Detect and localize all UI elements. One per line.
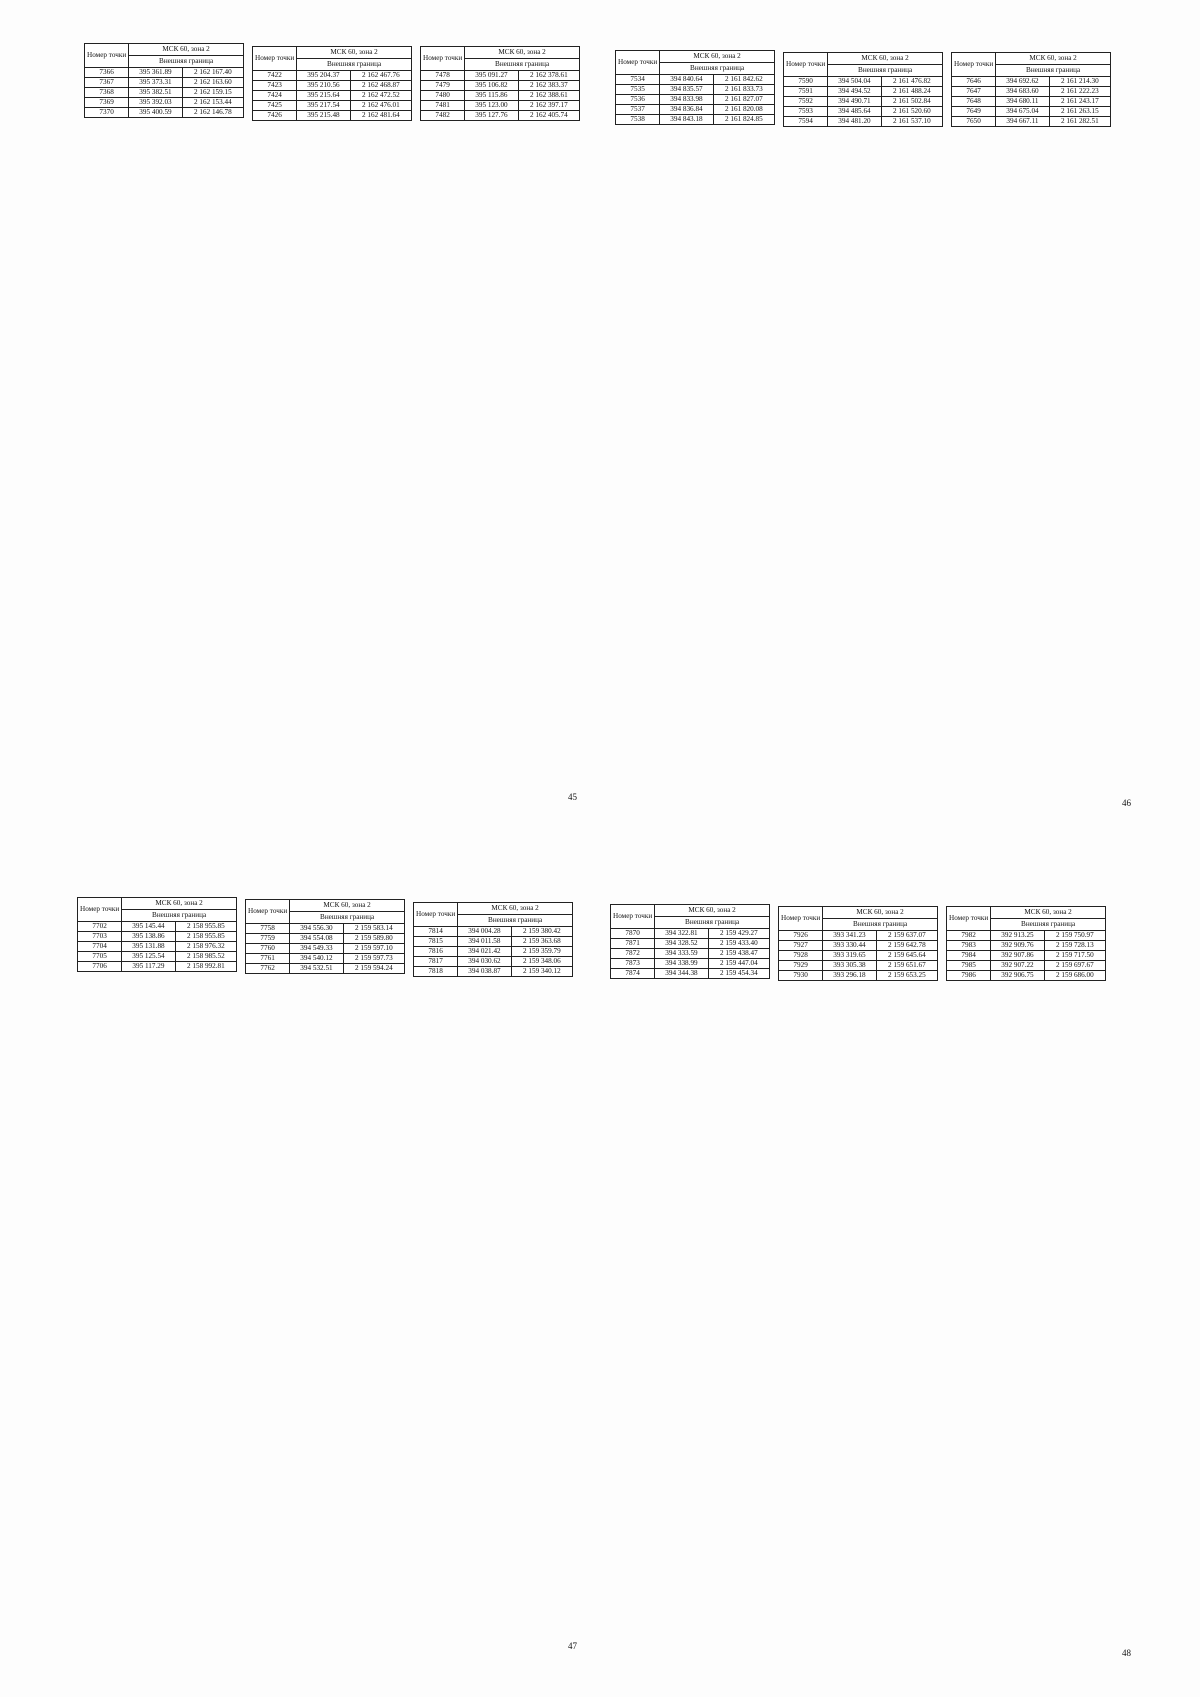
y-coordinate: 2 158 976.32 xyxy=(175,942,236,952)
x-coordinate: 394 833.98 xyxy=(660,95,714,105)
x-coordinate: 394 481.20 xyxy=(828,117,882,127)
boundary-header: Внешняя граница xyxy=(660,63,775,75)
x-coordinate: 392 909.76 xyxy=(991,941,1045,951)
point-number: 7983 xyxy=(947,941,991,951)
point-number: 7817 xyxy=(414,957,458,967)
table-row xyxy=(779,971,938,981)
x-coordinate: 394 840.64 xyxy=(660,75,714,85)
x-coordinate: 395 217.54 xyxy=(297,101,351,111)
y-coordinate: 2 159 728.13 xyxy=(1044,941,1105,951)
point-number: 7758 xyxy=(246,924,290,934)
x-coordinate: 395 117.29 xyxy=(122,962,176,972)
x-coordinate: 394 675.04 xyxy=(996,107,1050,117)
table-row xyxy=(78,922,237,932)
x-coordinate: 394 843.18 xyxy=(660,115,714,125)
x-coordinate: 392 907.86 xyxy=(991,951,1045,961)
x-coordinate: 393 330.44 xyxy=(823,941,877,951)
y-coordinate: 2 159 433.40 xyxy=(708,939,769,949)
y-coordinate: 2 159 380.42 xyxy=(511,927,572,937)
table-row xyxy=(85,108,244,118)
table-row xyxy=(414,967,573,977)
point-number-header: Номер точки xyxy=(611,905,655,929)
x-coordinate: 395 145.44 xyxy=(122,922,176,932)
y-coordinate: 2 161 476.82 xyxy=(881,77,942,87)
table-row xyxy=(784,77,943,87)
x-coordinate: 394 504.04 xyxy=(828,77,882,87)
point-number: 7762 xyxy=(246,964,290,974)
point-number: 7814 xyxy=(414,927,458,937)
table-row xyxy=(421,81,580,91)
x-coordinate: 394 835.57 xyxy=(660,85,714,95)
y-coordinate: 2 161 820.08 xyxy=(713,105,774,115)
y-coordinate: 2 161 263.15 xyxy=(1049,107,1110,117)
y-coordinate: 2 162 159.15 xyxy=(182,88,243,98)
coordinate-table xyxy=(245,899,405,974)
y-coordinate: 2 162 467.76 xyxy=(350,71,411,81)
point-number: 7425 xyxy=(253,101,297,111)
table-row xyxy=(253,71,412,81)
x-coordinate: 394 333.59 xyxy=(655,949,709,959)
y-coordinate: 2 159 651.67 xyxy=(876,961,937,971)
table-row xyxy=(611,959,770,969)
table-row xyxy=(421,101,580,111)
coordinate-table xyxy=(610,904,770,979)
point-number: 7478 xyxy=(421,71,465,81)
point-number: 7926 xyxy=(779,931,823,941)
point-number: 7590 xyxy=(784,77,828,87)
boundary-header: Внешняя граница xyxy=(828,65,943,77)
coordinate-system-header: МСК 60, зона 2 xyxy=(458,903,573,915)
coordinate-table xyxy=(946,906,1106,981)
table-row xyxy=(952,97,1111,107)
point-number: 7985 xyxy=(947,961,991,971)
table-row xyxy=(784,87,943,97)
coordinate-system-header: МСК 60, зона 2 xyxy=(996,53,1111,65)
table-row xyxy=(947,931,1106,941)
point-number: 7646 xyxy=(952,77,996,87)
y-coordinate: 2 161 222.23 xyxy=(1049,87,1110,97)
x-coordinate: 395 392.03 xyxy=(129,98,183,108)
table-row xyxy=(85,78,244,88)
point-number-header: Номер точки xyxy=(246,900,290,924)
y-coordinate: 2 161 833.73 xyxy=(713,85,774,95)
point-number-header: Номер точки xyxy=(253,47,297,71)
table-row xyxy=(779,961,938,971)
point-number: 7591 xyxy=(784,87,828,97)
point-number: 7874 xyxy=(611,969,655,979)
point-number: 7536 xyxy=(616,95,660,105)
point-number: 7984 xyxy=(947,951,991,961)
x-coordinate: 394 011.58 xyxy=(458,937,512,947)
table-row xyxy=(784,97,943,107)
x-coordinate: 395 115.86 xyxy=(465,91,519,101)
point-number: 7759 xyxy=(246,934,290,944)
point-number: 7649 xyxy=(952,107,996,117)
y-coordinate: 2 159 653.25 xyxy=(876,971,937,981)
x-coordinate: 394 683.60 xyxy=(996,87,1050,97)
point-number: 7704 xyxy=(78,942,122,952)
table-row xyxy=(779,931,938,941)
point-number: 7369 xyxy=(85,98,129,108)
y-coordinate: 2 161 520.60 xyxy=(881,107,942,117)
x-coordinate: 394 554.08 xyxy=(290,934,344,944)
coordinate-system-header: МСК 60, зона 2 xyxy=(660,51,775,63)
coordinate-system-header: МСК 60, зона 2 xyxy=(823,907,938,919)
table-row xyxy=(779,951,938,961)
point-number: 7534 xyxy=(616,75,660,85)
y-coordinate: 2 162 167.40 xyxy=(182,68,243,78)
y-coordinate: 2 159 340.12 xyxy=(511,967,572,977)
table-row xyxy=(952,107,1111,117)
x-coordinate: 394 004.28 xyxy=(458,927,512,937)
y-coordinate: 2 162 378.61 xyxy=(518,71,579,81)
coordinate-system-header: МСК 60, зона 2 xyxy=(655,905,770,917)
point-number: 7815 xyxy=(414,937,458,947)
x-coordinate: 395 210.56 xyxy=(297,81,351,91)
table-row xyxy=(947,971,1106,981)
coordinate-table xyxy=(84,43,244,118)
x-coordinate: 392 906.75 xyxy=(991,971,1045,981)
point-number-header: Номер точки xyxy=(421,47,465,71)
boundary-header: Внешняя граница xyxy=(122,910,237,922)
table-row xyxy=(78,942,237,952)
x-coordinate: 395 373.31 xyxy=(129,78,183,88)
coordinate-table xyxy=(252,46,412,121)
coordinate-table xyxy=(783,52,943,127)
y-coordinate: 2 159 594.24 xyxy=(343,964,404,974)
table-row xyxy=(779,941,938,951)
boundary-header: Внешняя граница xyxy=(655,917,770,929)
table-row xyxy=(616,95,775,105)
coordinate-table xyxy=(951,52,1111,127)
table-row xyxy=(414,927,573,937)
table-row xyxy=(616,85,775,95)
y-coordinate: 2 161 827.07 xyxy=(713,95,774,105)
table-row xyxy=(253,101,412,111)
point-number: 7426 xyxy=(253,111,297,121)
y-coordinate: 2 161 842.62 xyxy=(713,75,774,85)
x-coordinate: 393 296.18 xyxy=(823,971,877,981)
point-number: 7482 xyxy=(421,111,465,121)
point-number: 7872 xyxy=(611,949,655,959)
table-row xyxy=(246,924,405,934)
point-number: 7930 xyxy=(779,971,823,981)
y-coordinate: 2 162 405.74 xyxy=(518,111,579,121)
point-number: 7818 xyxy=(414,967,458,977)
y-coordinate: 2 159 363.68 xyxy=(511,937,572,947)
y-coordinate: 2 162 146.78 xyxy=(182,108,243,118)
table-row xyxy=(414,957,573,967)
x-coordinate: 394 485.64 xyxy=(828,107,882,117)
x-coordinate: 395 131.88 xyxy=(122,942,176,952)
coordinate-system-header: МСК 60, зона 2 xyxy=(828,53,943,65)
table-row xyxy=(784,117,943,127)
table-row xyxy=(611,929,770,939)
y-coordinate: 2 158 985.52 xyxy=(175,952,236,962)
x-coordinate: 393 305.38 xyxy=(823,961,877,971)
y-coordinate: 2 159 348.06 xyxy=(511,957,572,967)
x-coordinate: 395 382.51 xyxy=(129,88,183,98)
x-coordinate: 395 123.00 xyxy=(465,101,519,111)
point-number-header: Номер точки xyxy=(78,898,122,922)
point-number: 7647 xyxy=(952,87,996,97)
coordinate-table xyxy=(413,902,573,977)
table-row xyxy=(952,77,1111,87)
x-coordinate: 394 490.71 xyxy=(828,97,882,107)
y-coordinate: 2 158 955.85 xyxy=(175,922,236,932)
table-row xyxy=(246,944,405,954)
y-coordinate: 2 161 282.51 xyxy=(1049,117,1110,127)
table-row xyxy=(947,941,1106,951)
boundary-header: Внешняя граница xyxy=(129,56,244,68)
point-number: 7594 xyxy=(784,117,828,127)
x-coordinate: 395 400.59 xyxy=(129,108,183,118)
y-coordinate: 2 159 447.04 xyxy=(708,959,769,969)
point-number: 7648 xyxy=(952,97,996,107)
x-coordinate: 394 494.52 xyxy=(828,87,882,97)
x-coordinate: 394 021.42 xyxy=(458,947,512,957)
point-number: 7928 xyxy=(779,951,823,961)
table-row xyxy=(952,117,1111,127)
point-number: 7422 xyxy=(253,71,297,81)
table-row xyxy=(85,98,244,108)
table-row xyxy=(952,87,1111,97)
x-coordinate: 393 341.23 xyxy=(823,931,877,941)
x-coordinate: 394 532.51 xyxy=(290,964,344,974)
boundary-header: Внешняя граница xyxy=(458,915,573,927)
table-row xyxy=(784,107,943,117)
point-number-header: Номер точки xyxy=(784,53,828,77)
coordinate-system-header: МСК 60, зона 2 xyxy=(129,44,244,56)
y-coordinate: 2 161 502.84 xyxy=(881,97,942,107)
y-coordinate: 2 161 214.30 xyxy=(1049,77,1110,87)
table-row xyxy=(246,934,405,944)
table-row xyxy=(414,937,573,947)
coordinate-table xyxy=(420,46,580,121)
table-row xyxy=(78,952,237,962)
page-number: 47 xyxy=(568,1641,577,1651)
y-coordinate: 2 162 468.87 xyxy=(350,81,411,91)
x-coordinate: 394 556.30 xyxy=(290,924,344,934)
table-row xyxy=(253,91,412,101)
y-coordinate: 2 159 717.50 xyxy=(1044,951,1105,961)
table-row xyxy=(947,961,1106,971)
table-row xyxy=(414,947,573,957)
table-row xyxy=(421,111,580,121)
point-number: 7871 xyxy=(611,939,655,949)
table-row xyxy=(246,954,405,964)
x-coordinate: 395 127.76 xyxy=(465,111,519,121)
y-coordinate: 2 162 153.44 xyxy=(182,98,243,108)
page-number: 48 xyxy=(1122,1648,1131,1658)
coordinate-table xyxy=(615,50,775,125)
boundary-header: Внешняя граница xyxy=(465,59,580,71)
point-number: 7424 xyxy=(253,91,297,101)
y-coordinate: 2 159 429.27 xyxy=(708,929,769,939)
point-number: 7816 xyxy=(414,947,458,957)
table-row xyxy=(616,75,775,85)
coordinate-system-header: МСК 60, зона 2 xyxy=(122,898,237,910)
point-number: 7538 xyxy=(616,115,660,125)
y-coordinate: 2 158 992.81 xyxy=(175,962,236,972)
point-number: 7368 xyxy=(85,88,129,98)
point-number: 7479 xyxy=(421,81,465,91)
point-number: 7537 xyxy=(616,105,660,115)
y-coordinate: 2 159 583.14 xyxy=(343,924,404,934)
point-number-header: Номер точки xyxy=(779,907,823,931)
point-number: 7481 xyxy=(421,101,465,111)
y-coordinate: 2 162 397.17 xyxy=(518,101,579,111)
coordinate-system-header: МСК 60, зона 2 xyxy=(991,907,1106,919)
y-coordinate: 2 159 637.07 xyxy=(876,931,937,941)
x-coordinate: 392 907.22 xyxy=(991,961,1045,971)
table-row xyxy=(421,91,580,101)
boundary-header: Внешняя граница xyxy=(290,912,405,924)
table-row xyxy=(947,951,1106,961)
x-coordinate: 394 030.62 xyxy=(458,957,512,967)
y-coordinate: 2 162 163.60 xyxy=(182,78,243,88)
y-coordinate: 2 159 686.00 xyxy=(1044,971,1105,981)
point-number: 7870 xyxy=(611,929,655,939)
table-row xyxy=(253,111,412,121)
x-coordinate: 392 913.25 xyxy=(991,931,1045,941)
x-coordinate: 395 125.54 xyxy=(122,952,176,962)
x-coordinate: 394 328.52 xyxy=(655,939,709,949)
x-coordinate: 393 319.65 xyxy=(823,951,877,961)
y-coordinate: 2 159 597.73 xyxy=(343,954,404,964)
boundary-header: Внешняя граница xyxy=(297,59,412,71)
x-coordinate: 394 692.62 xyxy=(996,77,1050,87)
point-number: 7367 xyxy=(85,78,129,88)
x-coordinate: 394 338.99 xyxy=(655,959,709,969)
coordinate-table xyxy=(77,897,237,972)
point-number: 7593 xyxy=(784,107,828,117)
x-coordinate: 394 322.81 xyxy=(655,929,709,939)
x-coordinate: 395 215.48 xyxy=(297,111,351,121)
y-coordinate: 2 159 454.34 xyxy=(708,969,769,979)
y-coordinate: 2 162 472.52 xyxy=(350,91,411,101)
table-row xyxy=(421,71,580,81)
coordinate-table xyxy=(778,906,938,981)
point-number: 7535 xyxy=(616,85,660,95)
point-number: 7705 xyxy=(78,952,122,962)
table-row xyxy=(85,68,244,78)
point-number: 7480 xyxy=(421,91,465,101)
point-number: 7366 xyxy=(85,68,129,78)
y-coordinate: 2 162 476.01 xyxy=(350,101,411,111)
y-coordinate: 2 161 537.10 xyxy=(881,117,942,127)
boundary-header: Внешняя граница xyxy=(991,919,1106,931)
table-row xyxy=(616,105,775,115)
point-number-header: Номер точки xyxy=(85,44,129,68)
y-coordinate: 2 161 243.17 xyxy=(1049,97,1110,107)
y-coordinate: 2 161 488.24 xyxy=(881,87,942,97)
point-number: 7927 xyxy=(779,941,823,951)
x-coordinate: 394 540.12 xyxy=(290,954,344,964)
point-number: 7423 xyxy=(253,81,297,91)
y-coordinate: 2 161 824.85 xyxy=(713,115,774,125)
x-coordinate: 394 549.33 xyxy=(290,944,344,954)
point-number-header: Номер точки xyxy=(414,903,458,927)
coordinate-system-header: МСК 60, зона 2 xyxy=(465,47,580,59)
x-coordinate: 395 215.64 xyxy=(297,91,351,101)
table-row xyxy=(611,939,770,949)
point-number: 7370 xyxy=(85,108,129,118)
table-row xyxy=(253,81,412,91)
x-coordinate: 395 091.27 xyxy=(465,71,519,81)
boundary-header: Внешняя граница xyxy=(823,919,938,931)
point-number-header: Номер точки xyxy=(616,51,660,75)
y-coordinate: 2 159 645.64 xyxy=(876,951,937,961)
page-number: 45 xyxy=(568,792,577,802)
table-row xyxy=(78,962,237,972)
table-row xyxy=(611,969,770,979)
x-coordinate: 394 836.84 xyxy=(660,105,714,115)
point-number: 7986 xyxy=(947,971,991,981)
table-row xyxy=(85,88,244,98)
point-number: 7873 xyxy=(611,959,655,969)
x-coordinate: 394 344.38 xyxy=(655,969,709,979)
page-number: 46 xyxy=(1122,798,1131,808)
x-coordinate: 395 204.37 xyxy=(297,71,351,81)
point-number: 7706 xyxy=(78,962,122,972)
y-coordinate: 2 162 481.64 xyxy=(350,111,411,121)
point-number-header: Номер точки xyxy=(947,907,991,931)
x-coordinate: 395 361.89 xyxy=(129,68,183,78)
x-coordinate: 394 038.87 xyxy=(458,967,512,977)
y-coordinate: 2 159 438.47 xyxy=(708,949,769,959)
y-coordinate: 2 162 383.37 xyxy=(518,81,579,91)
table-row xyxy=(78,932,237,942)
point-number: 7982 xyxy=(947,931,991,941)
point-number: 7761 xyxy=(246,954,290,964)
x-coordinate: 394 680.11 xyxy=(996,97,1050,107)
y-coordinate: 2 159 589.80 xyxy=(343,934,404,944)
point-number: 7703 xyxy=(78,932,122,942)
point-number: 7592 xyxy=(784,97,828,107)
x-coordinate: 394 667.11 xyxy=(996,117,1050,127)
y-coordinate: 2 162 388.61 xyxy=(518,91,579,101)
table-row xyxy=(611,949,770,959)
boundary-header: Внешняя граница xyxy=(996,65,1111,77)
table-row xyxy=(246,964,405,974)
point-number: 7650 xyxy=(952,117,996,127)
y-coordinate: 2 158 955.85 xyxy=(175,932,236,942)
y-coordinate: 2 159 597.10 xyxy=(343,944,404,954)
point-number: 7929 xyxy=(779,961,823,971)
y-coordinate: 2 159 359.79 xyxy=(511,947,572,957)
y-coordinate: 2 159 697.67 xyxy=(1044,961,1105,971)
point-number-header: Номер точки xyxy=(952,53,996,77)
y-coordinate: 2 159 642.78 xyxy=(876,941,937,951)
coordinate-system-header: МСК 60, зона 2 xyxy=(297,47,412,59)
x-coordinate: 395 138.86 xyxy=(122,932,176,942)
point-number: 7760 xyxy=(246,944,290,954)
table-row xyxy=(616,115,775,125)
y-coordinate: 2 159 750.97 xyxy=(1044,931,1105,941)
point-number: 7702 xyxy=(78,922,122,932)
coordinate-system-header: МСК 60, зона 2 xyxy=(290,900,405,912)
x-coordinate: 395 106.82 xyxy=(465,81,519,91)
